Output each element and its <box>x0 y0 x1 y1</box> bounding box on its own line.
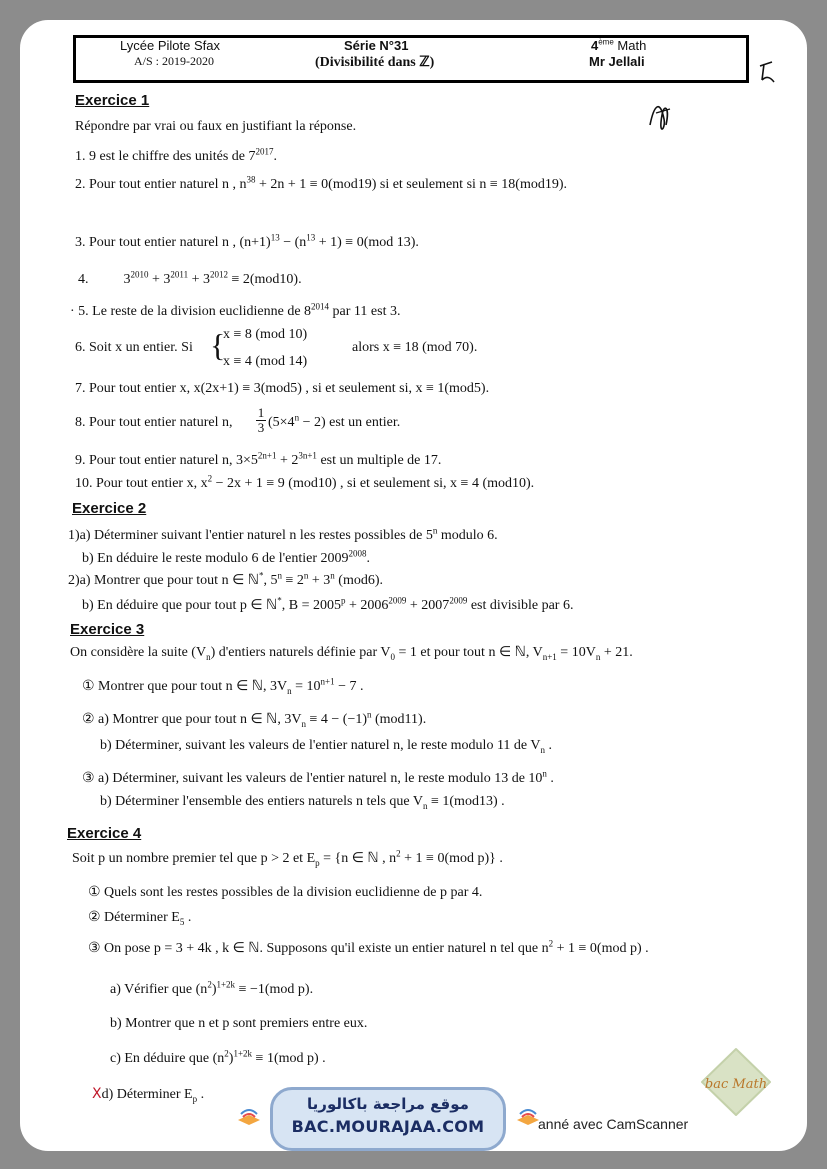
ex3-c2b-sub: n <box>540 744 545 755</box>
ex3-intro-text-e: + 21. <box>600 645 633 660</box>
ex4-intro-text: Soit p un nombre premier tel que p > 2 et E <box>72 851 316 866</box>
ex1-q10-text-b: − 2x + 1 ≡ 9 (mod10) , si et seulement si, x ≡ 4 (mod10). <box>212 476 535 491</box>
ex3-c2-text: ② a) Montrer que pour tout n ∈ ℕ, 3V <box>82 712 302 727</box>
ex3-c3-text: ③ a) Déterminer, suivant les valeurs de l'entier naturel n, le reste modulo 13 de 10 <box>82 771 543 786</box>
ex3-c3-text-b: . <box>546 771 554 786</box>
ex3-c1-exp: n+1 <box>320 676 335 687</box>
ex4-c-text-b: ) <box>228 1051 234 1066</box>
ex2-l3-text-e: (mod6). <box>334 573 384 588</box>
ex3-c1-sub: n <box>287 685 292 696</box>
ex4-a-text-b: ) <box>211 982 217 997</box>
ex2-l2-text: b) En déduire le reste modulo 6 de l'entier 2009 <box>82 551 349 566</box>
ex2-l4-exp3: 2009 <box>449 595 468 606</box>
ex4-c-exp2: 1+2k <box>233 1048 253 1059</box>
ex1-q2 <box>75 174 568 193</box>
ex1-q5-text: 5. Le reste de la division euclidienne de 8 <box>78 304 312 319</box>
ex1-q9-exp2: 3n+1 <box>298 450 317 461</box>
ex1-q10-exp: 2 <box>207 473 213 484</box>
ex3-c3b-text: b) Déterminer l'ensemble des entiers naturels n tels que V <box>100 794 423 809</box>
ex3-c2-text-c: (mod11). <box>371 712 427 727</box>
ex1-q3 <box>75 232 419 251</box>
school-year: A/S : 2019-2020 <box>134 54 215 68</box>
ex1-q4-text-c: + 3 <box>188 272 210 287</box>
ex2-l3-star: * <box>258 570 264 581</box>
ex2-l4-exp1: p <box>341 595 346 606</box>
ex3-c1-text-c: − 7 . <box>334 679 364 694</box>
book-icon <box>235 1102 263 1128</box>
system-brace: { <box>210 327 226 363</box>
book-icon-right <box>514 1102 542 1128</box>
ex3-c1-text: ① Montrer que pour tout n ∈ ℕ, 3V <box>82 679 288 694</box>
ex4-c3-text-b: + 1 ≡ 0(mod p) . <box>553 941 649 956</box>
ex1-q1-text: 1. 9 est le chiffre des unités de 7 <box>75 149 256 164</box>
ex2-l3 <box>68 572 383 589</box>
ex2-l1-text-b: modulo 6. <box>437 528 498 543</box>
ex3-intro-text-d: = 10V <box>556 645 596 660</box>
ex4-c-exp: 2 <box>224 1048 229 1059</box>
ex3-c3 <box>82 770 554 787</box>
ex1-q10-text: 10. Pour tout entier x, x <box>75 476 208 491</box>
ex4-d-text-b: . <box>197 1087 205 1102</box>
ex2-l1-exp: n <box>432 525 438 536</box>
ex3-c2-exp: n <box>367 709 372 720</box>
ex3-intro-sub2: 0 <box>390 651 395 662</box>
ex1-q8-fraction <box>256 406 266 435</box>
ex3-intro-sub: n <box>206 651 211 662</box>
ex4-d-text: d) Déterminer E <box>101 1087 193 1102</box>
bac-math-logo <box>698 1047 774 1117</box>
ex2-l3-exp2: n <box>303 570 309 581</box>
banner-url[interactable]: BAC.MOURAJAA.COM <box>291 1117 485 1136</box>
ex2-l3-text: 2)a) Montrer que pour tout n ∈ ℕ <box>68 573 259 588</box>
ex2-l4 <box>82 597 573 614</box>
ex1-q5-text-b: par 11 est 3. <box>329 304 401 319</box>
ex4-b: b) Montrer que n et p sont premiers entre eux. <box>110 1016 368 1031</box>
ex4-a-exp: 2 <box>207 979 212 990</box>
header-box <box>73 35 749 83</box>
document-page <box>20 20 807 1151</box>
ex1-q4-exp1: 2010 <box>130 269 149 280</box>
handwritten-signature <box>640 85 700 145</box>
ex2-l3-text-c: ≡ 2 <box>281 573 304 588</box>
ex4-intro <box>72 850 503 867</box>
ex1-q10 <box>75 473 535 492</box>
ex1-q2-text-b: + 2n + 1 ≡ 0(mod19) si et seulement si n ≡ 18(mod19). <box>255 177 568 192</box>
ex1-q9-text: 9. Pour tout entier naturel n, 3×5 <box>75 453 258 468</box>
fraction-numerator: 1 <box>257 405 265 420</box>
ex1-q4-number: 4. <box>78 272 89 287</box>
ex2-l3-exp3: n <box>330 570 335 581</box>
ex1-q3-exp2: 13 <box>306 232 316 243</box>
level-number: 4 <box>591 38 599 53</box>
ex3-c2-b <box>100 738 552 754</box>
ex3-intro-text-b: ) d'entiers naturels définie par V <box>210 645 391 660</box>
ex3-intro-sub3: n+1 <box>542 651 557 662</box>
ex3-c2 <box>82 711 426 728</box>
ex2-l3-text-b: , 5 <box>263 573 278 588</box>
ex4-intro-text-c: + 1 ≡ 0(mod p)} . <box>400 851 503 866</box>
ex1-q8-exp: n <box>294 412 300 423</box>
ex3-intro-text-c: = 1 et pour tout n ∈ ℕ, V <box>395 645 543 660</box>
ex1-q4-text-b: + 3 <box>148 272 171 287</box>
ex1-q6-sys1: x ≡ 8 (mod 10) <box>223 327 308 342</box>
ex4-c1: ① Quels sont les restes possibles de la division euclidienne de p par 4. <box>88 885 483 900</box>
ex1-q5: · 5. Le reste de la division euclidienne de $8^{2014}$ par 11 est 3. <box>70 301 401 319</box>
ex1-q3-text-c: + 1) ≡ 0(mod 13). <box>315 235 419 250</box>
ex4-d-sub: p <box>192 1093 198 1104</box>
teacher-name: Mr Jellali <box>589 54 645 69</box>
ex2-l2-exp: 2008 <box>348 548 367 559</box>
ex2-l4-exp2: 2009 <box>388 595 407 606</box>
ex2-l3-text-d: + 3 <box>308 573 331 588</box>
exercise-3-title: Exercice 3 <box>70 621 145 638</box>
site-banner[interactable] <box>270 1087 506 1151</box>
ex3-c1-text-b: = 10 <box>291 679 321 694</box>
exercise-2-title: Exercice 2 <box>72 500 147 517</box>
ex1-q9-text-b: + 2 <box>276 453 299 468</box>
level-name: Math <box>617 38 647 53</box>
exercise-4-title: Exercice 4 <box>67 825 142 842</box>
red-x-mark: X <box>92 1086 102 1102</box>
ex1-q9 <box>75 450 442 469</box>
ex4-c2-text-b: . <box>184 910 192 925</box>
class-level <box>591 38 646 53</box>
ex4-intro-sub: p <box>315 857 320 868</box>
ex4-c-text-c: ≡ 1(mod p) . <box>252 1051 326 1066</box>
ex3-intro-sub4: n <box>595 651 601 662</box>
ex3-c3-exp: n <box>542 768 547 779</box>
ex3-c2b-text: b) Déterminer, suivant les valeurs de l'entier naturel n, le reste modulo 11 de V <box>100 738 541 753</box>
ex1-q6-conclusion: alors x ≡ 18 (mod 70). <box>352 340 478 355</box>
ex4-c2 <box>88 909 191 926</box>
ex1-q2-text: 2. Pour tout entier naturel n , n <box>75 177 247 192</box>
ex3-c2b-text-b: . <box>545 738 552 753</box>
camscanner-watermark: anné avec CamScanner <box>538 1116 689 1132</box>
ex2-l1 <box>68 525 498 544</box>
ex4-c3-exp: 2 <box>548 938 554 949</box>
ex3-intro <box>70 644 633 661</box>
ex1-q6 <box>75 340 193 356</box>
ex1-q4-exp3: 2012 <box>209 269 228 280</box>
ex4-intro-exp: 2 <box>396 848 401 859</box>
ex1-q8-expr <box>268 412 401 431</box>
ex4-intro-text-b: = {n ∈ ℕ , n <box>319 851 397 866</box>
ex4-c2-text: ② Déterminer E <box>88 910 180 925</box>
ex2-l2 <box>82 548 370 567</box>
ex1-q9-text-c: est un multiple de 17. <box>316 453 442 468</box>
ex1-q3-exp: 13 <box>270 232 280 243</box>
ex1-q3-text-b: − (n <box>279 235 307 250</box>
ex4-c3-text: ③ On pose p = 3 + 4k , k ∈ ℕ. Supposons qu'il existe un entier naturel n tel que n <box>88 941 549 956</box>
ex3-c3b-text-b: ≡ 1(mod13) . <box>427 794 505 809</box>
ex2-l4-text-b: , B = 2005 <box>281 598 341 613</box>
ex4-a-text: a) Vérifier que (n <box>110 982 208 997</box>
ex1-q1-exp: 2017 <box>255 146 274 157</box>
ex2-l2-text-b: . <box>366 551 370 566</box>
ex4-c3 <box>88 940 649 957</box>
level-suffix: ème <box>598 37 614 47</box>
ex1-q4-text-d: ≡ 2(mod10). <box>227 272 302 287</box>
ex1-q8-text-b: (5×4 <box>268 415 295 430</box>
ex4-d <box>92 1086 204 1103</box>
exercise-1-title: Exercice 1 <box>75 92 150 109</box>
ex1-q5-exp: 2014 <box>311 301 330 312</box>
ex2-l3-exp1: n <box>277 570 282 581</box>
ex4-c2-sub: 5 <box>179 916 185 927</box>
series-number: Série N°31 <box>344 38 409 53</box>
school-name: Lycée Pilote Sfax <box>120 38 220 53</box>
ex1-q2-exp: 38 <box>246 174 256 185</box>
ex4-a-exp2: 1+2k <box>216 979 236 990</box>
ex1-q6-text: 6. Soit x un entier. Si <box>75 340 193 355</box>
handwritten-mark <box>756 60 786 100</box>
ex1-q4-exp2: 2011 <box>170 269 189 280</box>
ex1-q7: 7. Pour tout entier x, x(2x+1) ≡ 3(mod5) , si et seulement si, x ≡ 1(mod5). <box>75 381 490 396</box>
ex2-l4-text-d: + 2007 <box>406 598 450 613</box>
ex3-c3-b <box>100 794 505 810</box>
series-topic: (Divisibilité dans ℤ) <box>315 55 435 70</box>
ex2-l4-text: b) En déduire que pour tout p ∈ ℕ <box>82 598 278 613</box>
ex1-q6-sys2: x ≡ 4 (mod 14) <box>223 354 308 369</box>
ex3-c2-sub: n <box>301 718 306 729</box>
ex2-l4-text-c: + 2006 <box>345 598 389 613</box>
ex2-l4-text-e: est divisible par 6. <box>467 598 574 613</box>
ex3-c3b-sub: n <box>423 800 428 811</box>
ex1-q4-text: 3 <box>123 272 131 287</box>
ex4-c-text: c) En déduire que (n <box>110 1051 225 1066</box>
ex4-a <box>110 979 314 998</box>
ex1-q1: 1. 9 est le chiffre des unités de $7^{2017}$. <box>75 146 278 164</box>
banner-arabic-text: موقع مراجعة باكالوريا <box>307 1095 469 1113</box>
ex1-q8-text-c: − 2) est un entier. <box>299 415 401 430</box>
ex1-q4 <box>78 269 302 288</box>
ex4-a-text-c: ≡ −1(mod p). <box>235 982 314 997</box>
ex1-q9-exp1: 2n+1 <box>257 450 277 461</box>
ex1-q3-text: 3. Pour tout entier naturel n , (n+1) <box>75 235 271 250</box>
ex4-c <box>110 1048 326 1067</box>
ex1-q8-text: 8. Pour tout entier naturel n, <box>75 415 233 430</box>
ex1-q8 <box>75 415 232 431</box>
fraction-denominator: 3 <box>257 420 265 435</box>
ex1-intro: Répondre par vrai ou faux en justifiant la réponse. <box>75 119 357 134</box>
ex3-c2-text-b: ≡ 4 − (−1) <box>305 712 367 727</box>
logo-text: bac Math <box>704 1077 768 1092</box>
ex2-l4-star: * <box>277 595 282 606</box>
ex3-intro-text: On considère la suite (V <box>70 645 207 660</box>
ex2-l1-text: 1)a) Déterminer suivant l'entier naturel n les restes possibles de 5 <box>68 528 433 543</box>
ex3-c1 <box>82 678 364 695</box>
